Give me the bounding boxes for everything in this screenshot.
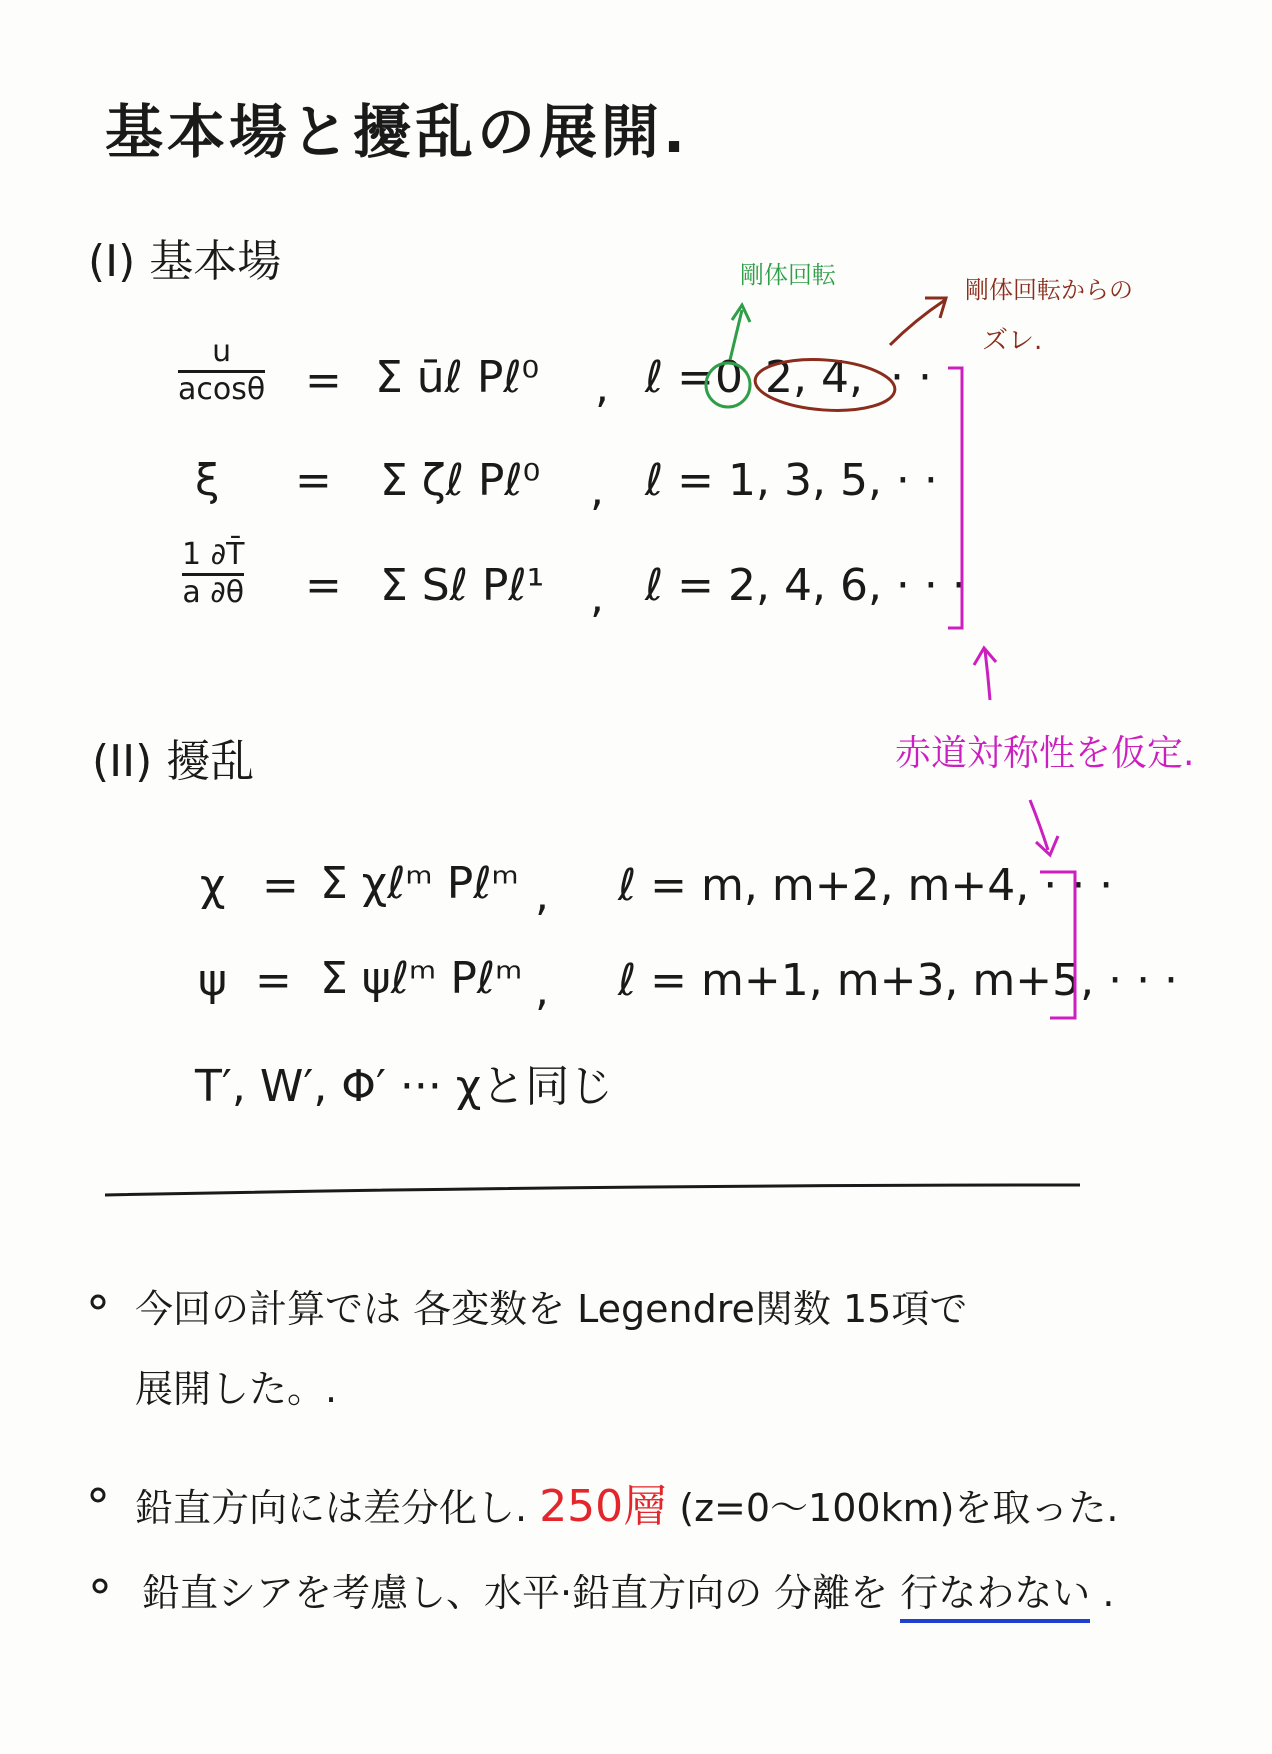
eq1-lhs-numerator: u: [212, 334, 232, 369]
eq2-comma: ,: [590, 465, 604, 516]
s2-eq2-range: ℓ = m+1, m+3, m+5, · · ·: [618, 955, 1179, 1006]
note-2-text-a: 鉛直方向には差分化し.: [135, 1486, 528, 1530]
section-2-heading: (II) 擾乱: [92, 736, 255, 787]
bullet-3: [94, 1580, 106, 1592]
magenta-bracket-lower: [1040, 872, 1075, 1018]
eq3-range: ℓ = 2, 4, 6, · · ·: [645, 560, 966, 611]
note-2-layers: 250層: [539, 1481, 668, 1532]
note-deviation-line2: ズレ.: [982, 326, 1043, 356]
s2-eq2-lhs: ψ: [198, 955, 228, 1006]
magenta-bracket-upper: [948, 368, 962, 628]
note-3-underlined: 行なわない: [900, 1571, 1090, 1623]
note-deviation-line1: 剛体回転からの: [965, 276, 1133, 304]
note-rigid-rotation: 剛体回転: [740, 261, 836, 289]
eq1-lhs-denominator: acosθ: [178, 371, 266, 407]
section-1-heading: (I) 基本場: [88, 236, 282, 287]
s2-eq1-equals: =: [262, 860, 299, 911]
brown-arrow-shaft: [890, 300, 945, 345]
note-2-text-b: (z=0～100km)を取った.: [679, 1486, 1119, 1530]
eq2-equals: =: [295, 455, 332, 506]
page-title: 基本場と擾乱の展開.: [105, 98, 690, 166]
eq1-l-first: 0: [715, 352, 743, 403]
eq1-rhs: Σ ūℓ Pℓ⁰: [375, 352, 540, 403]
eq1-l-prefix: ℓ =: [645, 352, 715, 403]
eq2-rhs: Σ ζℓ Pℓ⁰: [380, 455, 541, 506]
green-arrow-shaft: [730, 310, 742, 360]
eq3-lhs-denominator: a ∂θ: [182, 574, 245, 610]
green-circle-mark: [706, 363, 750, 407]
s2-eq2-comma: ,: [535, 965, 549, 1016]
brown-ellipse-mark: [753, 355, 896, 415]
eq1-comma: ,: [595, 362, 609, 413]
section-divider: [105, 1185, 1080, 1195]
symmetry-note: 赤道対称性を仮定.: [895, 733, 1195, 774]
s2-eq1-lhs: χ: [200, 860, 226, 911]
s2-eq1-range: ℓ = m, m+2, m+4, · · ·: [618, 860, 1114, 911]
eq3-lhs-numerator: 1 ∂T̄: [182, 537, 245, 572]
note-3-text-a: 鉛直シアを考慮し、水平·鉛直方向の 分離を: [142, 1571, 889, 1615]
eq2-lhs: ξ: [195, 455, 220, 506]
note-3-end: .: [1102, 1571, 1115, 1615]
eq1-equals: =: [305, 355, 342, 406]
bullet-1: [92, 1296, 104, 1308]
eq2-range: ℓ = 1, 3, 5, · ·: [645, 455, 938, 506]
note-1-line1: 今回の計算では 各変数を Legendre関数 15項で: [135, 1287, 968, 1331]
s2-line3: T′, W′, Φ′ ··· χと同じ: [195, 1061, 614, 1112]
eq3-rhs: Σ Sℓ Pℓ¹: [380, 560, 545, 611]
note-1-line2: 展開した。.: [135, 1367, 338, 1411]
s2-eq1-rhs: Σ χℓᵐ Pℓᵐ: [320, 858, 519, 909]
magenta-arrow-up-shaft: [985, 650, 990, 700]
magenta-arrow-down-shaft: [1030, 800, 1048, 850]
s2-eq1-comma: ,: [535, 870, 549, 921]
eq1-l-dots: · ·: [890, 352, 932, 403]
eq3-equals: =: [305, 560, 342, 611]
s2-eq2-equals: =: [255, 955, 292, 1006]
s2-eq2-rhs: Σ ψℓᵐ Pℓᵐ: [320, 953, 523, 1004]
eq1-l-rest: 2, 4,: [765, 352, 863, 403]
eq3-comma: ,: [590, 572, 604, 623]
bullet-2: [92, 1489, 104, 1501]
